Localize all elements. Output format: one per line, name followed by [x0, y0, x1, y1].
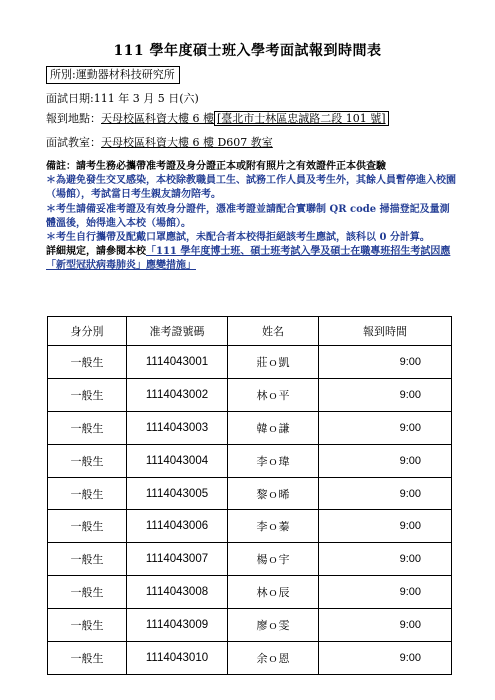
table-row	[48, 543, 452, 576]
cell-checkin-time: 9:00	[319, 543, 452, 576]
cell-name: 莊ｏ凱	[228, 346, 319, 379]
checkin-value: 天母校區科資大樓 6 樓	[101, 112, 214, 125]
col-header-checkin-time: 報到時間	[319, 317, 452, 346]
cell-name: 韓ｏ謙	[228, 411, 319, 444]
checkin-label: 報到地點：	[46, 112, 101, 125]
cell-identity: 一般生	[48, 543, 127, 576]
table-header-row	[48, 317, 452, 346]
cell-name: 黎ｏ晞	[228, 477, 319, 510]
exam-date-line	[46, 92, 199, 106]
cell-ticket-number: 1114043002	[127, 378, 228, 411]
detail-link[interactable]: 「111 學年度博士班、碩士班考試入學及碩士在職專班招生考試因應「新型冠狀病毒肺炎」應變措施」	[46, 246, 451, 272]
table-row	[48, 642, 452, 675]
cell-checkin-time: 9:00	[319, 444, 452, 477]
cell-ticket-number: 1114043006	[127, 510, 228, 543]
note-item-1: ＊為避免發生交叉感染，本校除教職員工生、試務工作人員及考生外，其餘人員暫停進入校園（場館），考試當日考生親友請勿陪考。	[46, 175, 456, 201]
table-row	[48, 378, 452, 411]
table-row	[48, 411, 452, 444]
note-item-3: ＊考生自行攜帶及配戴口罩應試，未配合者本校得拒絕該考生應試，該科以 0 分計算。	[46, 232, 430, 244]
table-row	[48, 444, 452, 477]
cell-checkin-time: 9:00	[319, 609, 452, 642]
cell-checkin-time: 9:00	[319, 346, 452, 379]
cell-name: 廖ｏ雯	[228, 609, 319, 642]
note-item-2: ＊考生請備妥准考證及有效身分證件，憑准考證並請配合實聯制 QR code 掃描登記及量測體溫後，始得進入本校（場館）。	[46, 203, 450, 229]
col-header-identity: 身分別	[48, 317, 127, 346]
room-value: 天母校區科資大樓 6 樓 D607 教室	[101, 136, 273, 149]
cell-ticket-number: 1114043005	[127, 477, 228, 510]
department-label: 所別:運動器材科技研究所	[46, 66, 180, 84]
cell-ticket-number: 1114043003	[127, 411, 228, 444]
cell-identity: 一般生	[48, 510, 127, 543]
cell-identity: 一般生	[48, 378, 127, 411]
table-row	[48, 346, 452, 379]
cell-ticket-number: 1114043007	[127, 543, 228, 576]
checkin-location-line	[46, 112, 389, 126]
cell-identity: 一般生	[48, 477, 127, 510]
table-row	[48, 477, 452, 510]
cell-identity: 一般生	[48, 346, 127, 379]
cell-identity: 一般生	[48, 642, 127, 675]
cell-identity: 一般生	[48, 609, 127, 642]
notes-block	[46, 160, 458, 274]
detail-line	[46, 245, 458, 273]
exam-room-line	[46, 136, 273, 150]
table-row	[48, 609, 452, 642]
cell-checkin-time: 9:00	[319, 411, 452, 444]
table-row	[48, 510, 452, 543]
cell-identity: 一般生	[48, 411, 127, 444]
cell-name: 林ｏ辰	[228, 576, 319, 609]
cell-ticket-number: 1114043008	[127, 576, 228, 609]
cell-name: 李ｏ瑋	[228, 444, 319, 477]
col-header-name: 姓名	[228, 317, 319, 346]
cell-ticket-number: 1114043004	[127, 444, 228, 477]
table-row	[48, 576, 452, 609]
notes-heading: 備註：請考生務必攜帶准考證及身分證正本或附有照片之有效證件正本供查驗	[46, 161, 386, 172]
cell-checkin-time: 9:00	[319, 378, 452, 411]
cell-checkin-time: 9:00	[319, 642, 452, 675]
cell-name: 李ｏ蓁	[228, 510, 319, 543]
cell-checkin-time: 9:00	[319, 510, 452, 543]
cell-checkin-time: 9:00	[319, 477, 452, 510]
cell-name: 余ｏ恩	[228, 642, 319, 675]
exam-date-label: 面試日期:	[46, 92, 94, 105]
col-header-ticket-number: 准考證號碼	[127, 317, 228, 346]
page-title: 111 學年度碩士班入學考面試報到時間表	[113, 43, 382, 59]
cell-ticket-number: 1114043001	[127, 346, 228, 379]
cell-name: 林ｏ平	[228, 378, 319, 411]
exam-date-value: 111 年 3 月 5 日(六)	[93, 92, 199, 105]
cell-checkin-time: 9:00	[319, 576, 452, 609]
checkin-table	[47, 316, 452, 675]
cell-identity: 一般生	[48, 576, 127, 609]
room-label: 面試教室：	[46, 136, 101, 149]
cell-identity: 一般生	[48, 444, 127, 477]
cell-ticket-number: 1114043009	[127, 609, 228, 642]
cell-name: 楊ｏ宇	[228, 543, 319, 576]
detail-prefix: 詳細規定，請參閱本校	[46, 246, 146, 258]
checkin-address: [臺北市士林區忠誠路二段 101 號]	[214, 111, 389, 126]
cell-ticket-number: 1114043010	[127, 642, 228, 675]
